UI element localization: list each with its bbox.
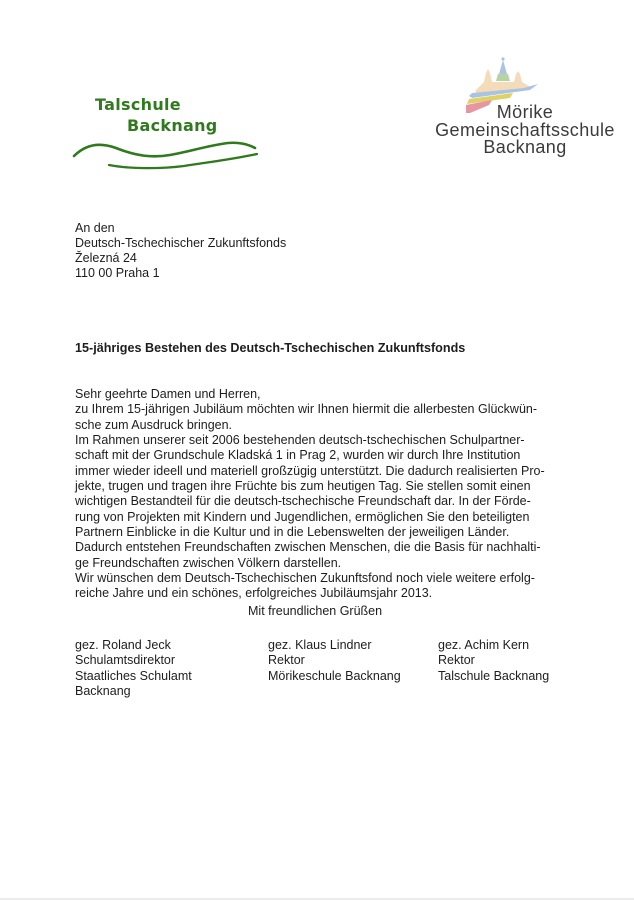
body-line: Dadurch entstehen Freundschaften zwischen Menschen, die die Basis für nachhalti- [75,540,541,555]
signature-line: Rektor [438,653,475,668]
subject-line: 15-jähriges Bestehen des Deutsch-Tschechischen Zukunftsfonds [75,341,466,355]
signature-line: gez. Roland Jeck [75,638,171,652]
body-line: reiche Jahre und ein schönes, erfolgreiches Jubiläumsjahr 2013. [75,586,433,601]
talschule-logo-line2: Backnang [127,116,218,135]
body-line: schaft mit der Grundschule Kladská 1 in Prag 2, wurden wir durch Ihre Institution [75,448,521,463]
signature-line: Mörikeschule Backnang [268,668,401,683]
signature-line: Schulamtsdirektor [75,653,176,668]
moerike-logo-line2: Gemeinschaftsschule [435,119,615,140]
body-line: jekte, trugen und tragen ihre Früchte bis zum heutigen Tag. Sie stellen somit einen [75,479,531,494]
signature-block-achim-kern [438,638,549,684]
signature-block-klaus-lindner [268,638,401,684]
body-line: wichtigen Bestandteil für die deutsch-tschechische Freundschaft dar. In der Förde- [75,494,531,509]
talschule-logo-line1: Talschule [95,95,181,114]
body-line: ge Freundschaften zwischen Völkern darstellen. [75,555,342,570]
signature-line: Backnang [75,683,131,698]
recipient-line: Železná 24 [75,250,137,265]
body-line: Wir wünschen dem Deutsch-Tschechischen Zukunftsfond noch viele weitere erfolg- [75,571,535,586]
moerike-logo-line1: Mörike [496,102,554,122]
moerike-logo-text [415,104,634,157]
signature-line: Staatliches Schulamt [75,668,192,683]
recipient-line: Deutsch-Tschechischer Zukunftsfonds [75,235,287,250]
body-line: zu Ihrem 15-jährigen Jubiläum möchten wir Ihnen hiermit die allerbesten Glückwün- [75,402,538,417]
recipient-address [75,221,286,281]
recipient-line: An den [75,221,115,235]
letter-body [75,387,545,602]
moerike-logo-line3: Backnang [483,137,567,157]
signature-line: gez. Klaus Lindner [268,638,372,652]
green-wave-lines-icon [68,138,260,172]
recipient-line: 110 00 Praha 1 [75,265,160,280]
signature-line: Talschule Backnang [438,668,550,683]
body-line: Partnern Einblicke in die Kultur und in die Lebenswelten der jeweiligen Länder. [75,525,510,540]
signature-line: gez. Achim Kern [438,638,530,652]
body-line: sche zum Ausdruck bringen. [75,417,233,432]
signature-line: Rektor [268,653,305,668]
body-line: rung von Projekten mit Kindern und Jugendlichen, ermöglichen Sie den beteiligten [75,509,530,524]
body-line: Sehr geehrte Damen und Herren, [75,387,261,401]
body-line: immer wieder ideell und materiell großzügig unterstützt. Die dadurch realisierten Pro- [75,463,545,478]
body-line: Im Rahmen unserer seit 2006 bestehenden deutsch-tschechischen Schulpartner- [75,433,525,448]
signature-block-roland-jeck [75,638,192,699]
closing-phrase: Mit freundlichen Grüßen [248,604,383,618]
